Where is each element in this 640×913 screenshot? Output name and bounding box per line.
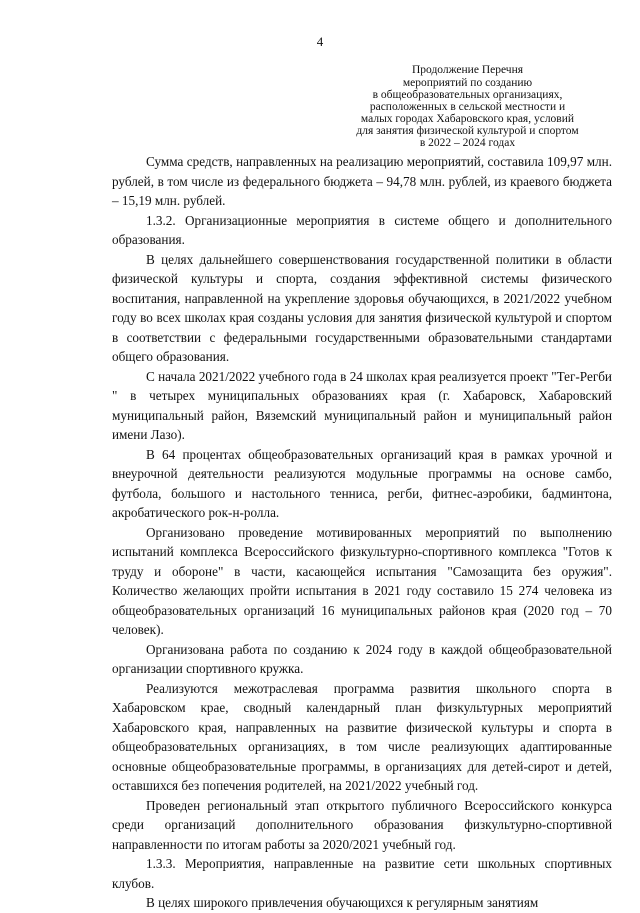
- paragraph: Организована работа по созданию к 2024 году в каждой общеобразовательной организации спортивного кружка.: [112, 641, 612, 676]
- body-text: [112, 152, 612, 913]
- paragraph: В 64 процентах общеобразовательных организаций края в рамках урочной и внеурочной деятельности реализуются модульные программы на основе самбо, футбола, большого и настольного тенниса, регби, фитнес-аэробики, бадминтона, акробатического рок-н-ролла.: [112, 446, 612, 520]
- paragraph: В целях широкого привлечения обучающихся к регулярным занятиям: [146, 895, 539, 910]
- section-heading: 1.3.2. Организационные мероприятия в системе общего и дополнительного образования.: [112, 212, 612, 247]
- section-heading: 1.3.3. Мероприятия, направленные на развитие сети школьных спортивных клубов.: [112, 856, 612, 891]
- header-block: [355, 64, 580, 149]
- paragraph: Проведен региональный этап открытого публичного Всероссийского конкурса среди организаций дополнительного образования физкультурно-спортивной направленности по итогам работы за 2020/2021 учебный год.: [112, 797, 612, 852]
- paragraph: С начала 2021/2022 учебного года в 24 школах края реализуется проект "Тег-Регби " в четырех муниципальных образованиях края (г. Хабаровск, Хабаровский муниципальный район, Вяземский муниципальный район и муниципальный район имени Лазо).: [112, 368, 612, 442]
- header-line: малых городах Хабаровского края, условий: [360, 113, 575, 125]
- header-line: для занятия физической культурой и спортом: [356, 125, 579, 137]
- header-line: расположенных в сельской местности и: [369, 101, 566, 113]
- paragraph: Сумма средств, направленных на реализацию мероприятий, составила 109,97 млн. рублей, в том числе из федерального бюджета – 94,78 млн. рублей, из краевого бюджета – 15,19 млн. рублей.: [112, 154, 612, 208]
- paragraph: В целях дальнейшего совершенствования государственной политики в области физической культуры и спорта, создания эффективной системы физического воспитания, направленной на укрепление здоровья обучающихся, в 2021/2022 учебном году во всех школах края созданы условия для занятия физической культурой и спортом в соответствии с федеральными государственными образовательными стандартами общего образования.: [112, 251, 612, 364]
- page-number: 4: [316, 34, 324, 49]
- header-title: Продолжение Перечня: [411, 64, 524, 76]
- header-line: мероприятий по созданию: [402, 77, 533, 89]
- paragraph: Организовано проведение мотивированных мероприятий по выполнению испытаний комплекса Всероссийского физкультурно-спортивного комплекса "Готов к труду и обороне" в части, касающейся испытания "Самозащита без оружия". Количество желающих пройти испытания в 2021 году составило 15 274 человека из общеобразовательных организаций 16 муниципальных районов края (2020 год – 70 человек).: [112, 524, 612, 637]
- header-line: в общеобразовательных организациях,: [372, 89, 563, 101]
- paragraph: Реализуются межотраслевая программа развития школьного спорта в Хабаровском крае, сводный календарный план физкультурных мероприятий Хабаровского края, направленных на развитие физической культуры и спорта в общеобразовательных организациях, в том числе реализующих адаптированные основные общеобразовательные программы, в организациях для детей-сирот и детей, оставшихся без попечения родителей, на 2021/2022 учебный год.: [112, 680, 612, 793]
- header-line: в 2022 – 2024 годах: [419, 137, 516, 149]
